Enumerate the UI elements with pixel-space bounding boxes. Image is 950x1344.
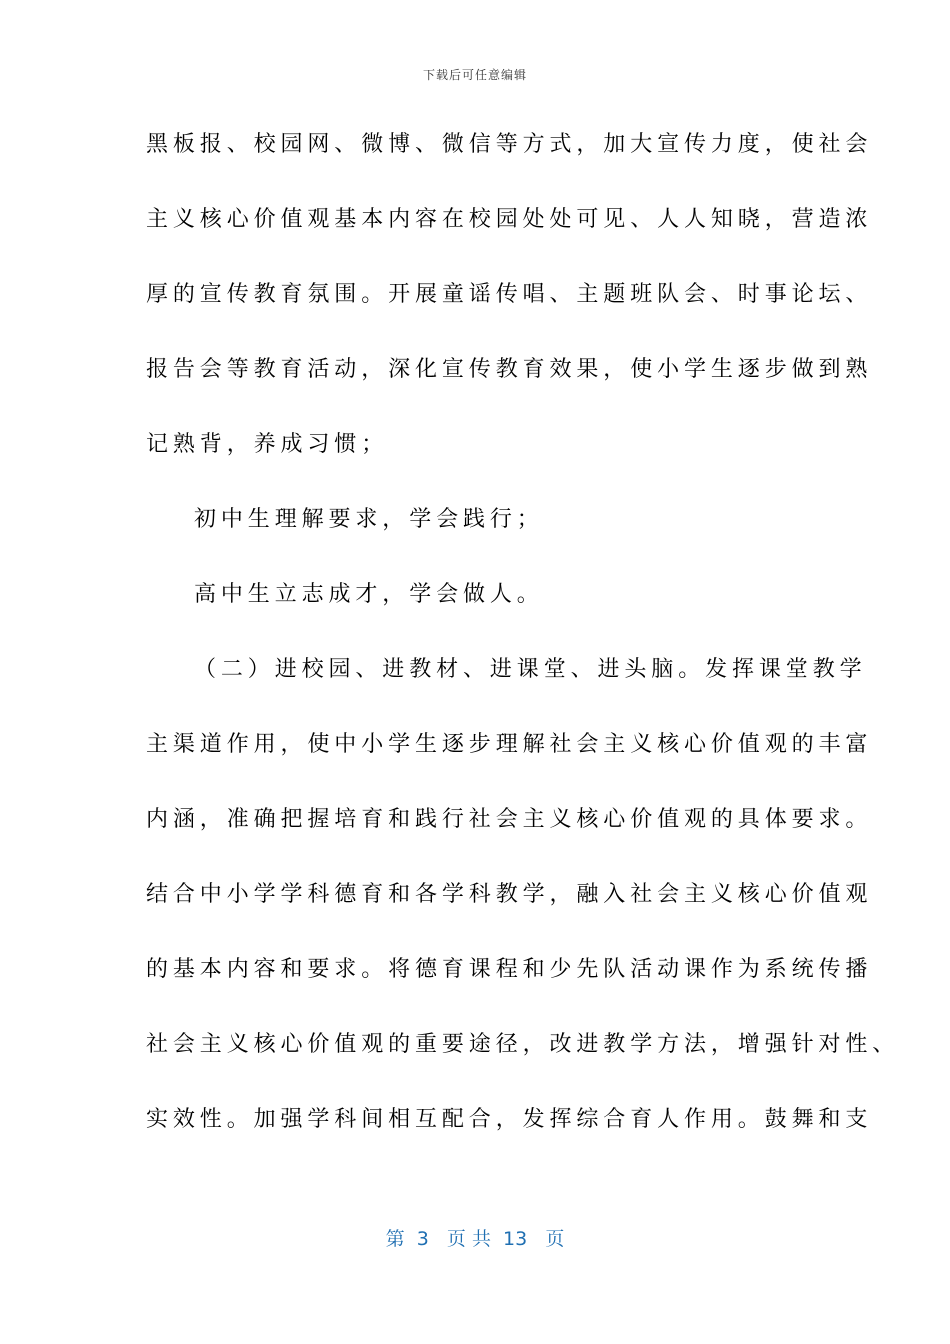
body-line: 主渠道作用，使中小学生逐步理解社会主义核心价值观的丰富 [146, 732, 873, 757]
body-line: 厚的宣传教育氛围。开展童谣传唱、主题班队会、时事论坛、 [146, 282, 873, 307]
body-line: 结合中小学学科德育和各学科教学，融入社会主义核心价值观 [146, 882, 873, 907]
body-line: 社会主义核心价值观的重要途径，改进教学方法，增强针对性、 [146, 1032, 900, 1057]
page-header-note: 下载后可任意编辑 [422, 68, 527, 82]
body-line: 的基本内容和要求。将德育课程和少先队活动课作为系统传播 [146, 957, 873, 982]
page-number-footer: 第 3 页 共 13 页 [385, 1228, 565, 1250]
body-line: 实效性。加强学科间相互配合，发挥综合育人作用。鼓舞和支 [146, 1107, 873, 1132]
body-line: 黑板报、校园网、微博、微信等方式，加大宣传力度，使社会 [146, 132, 873, 157]
document-body [146, 120, 900, 1170]
body-paragraph-junior: 初中生理解要求，学会践行； [194, 507, 544, 532]
body-line: 记熟背，养成习惯； [146, 432, 389, 457]
body-line: 主义核心价值观基本内容在校园处处可见、人人知晓，营造浓 [146, 207, 873, 232]
body-line: 内涵，准确把握培育和践行社会主义核心价值观的具体要求。 [146, 807, 873, 832]
body-line: 报告会等教育活动，深化宣传教育效果，使小学生逐步做到熟 [146, 357, 873, 382]
body-paragraph-senior: 高中生立志成才，学会做人。 [194, 582, 544, 607]
body-paragraph-section-two: （二）进校园、进教材、进课堂、进头脑。发挥课堂教学 [194, 657, 867, 682]
